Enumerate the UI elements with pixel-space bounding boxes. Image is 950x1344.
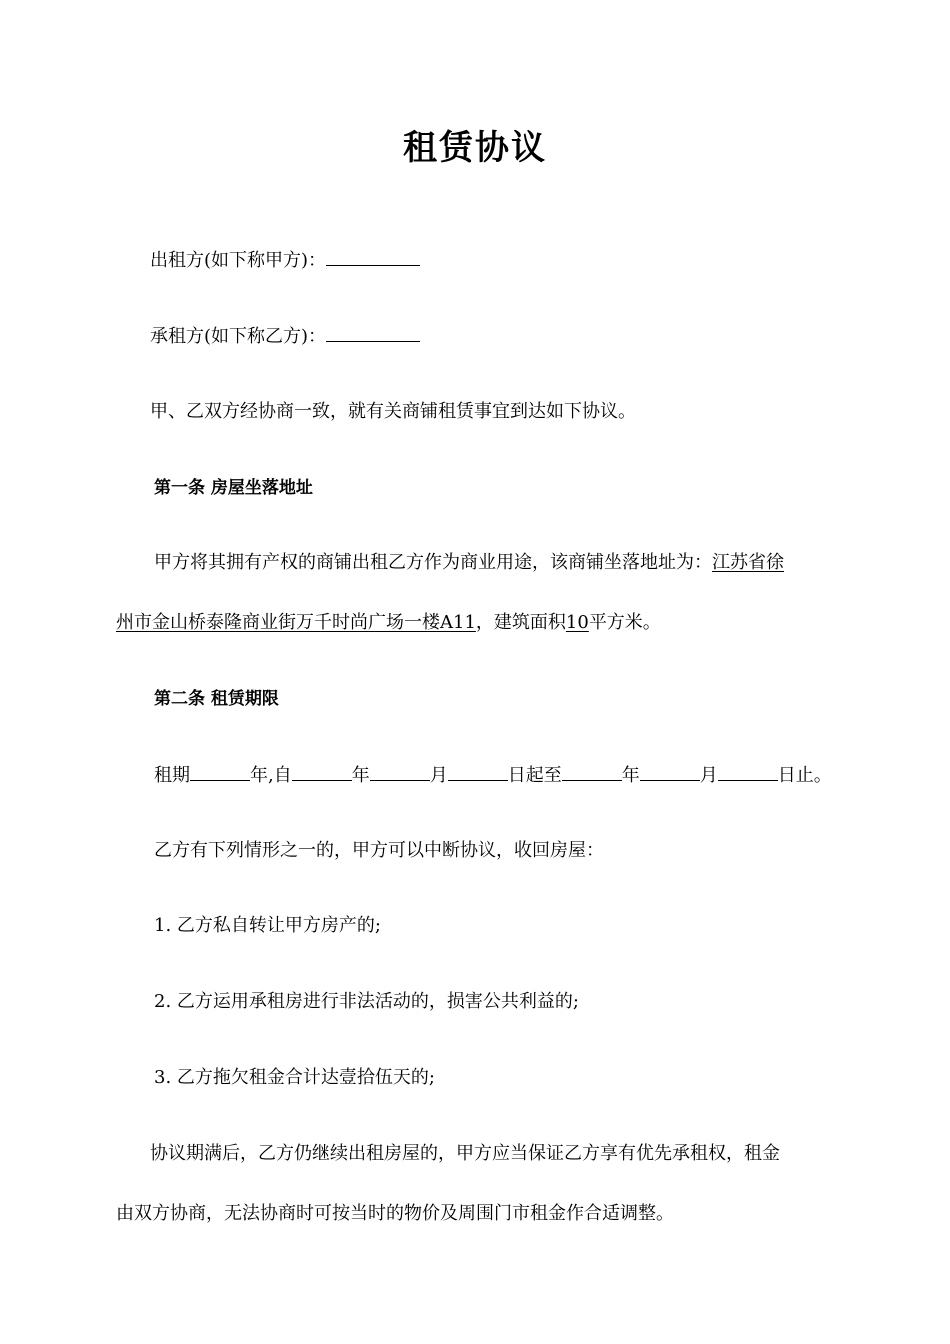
article1-line2: [116, 610, 834, 636]
term-text-4: 日起至: [507, 765, 562, 786]
term-text-6: 月: [699, 765, 718, 786]
term-line: [116, 762, 834, 789]
area-suffix: 平方米。: [588, 612, 661, 633]
article2-heading: 第二条 租赁期限: [154, 689, 279, 709]
term-text-1: 年,自: [250, 765, 292, 786]
term-text-7: 日止。: [777, 765, 832, 786]
article1-heading: 第一条 房屋坐落地址: [154, 478, 313, 498]
renewal-line2: 由双方协商，无法协商时可按当时的物价及周围门市租金作合适调整。: [116, 1203, 674, 1224]
lessee-line: [116, 323, 834, 350]
list-item: 3. 乙方拖欠租金合计达壹拾伍天的;: [154, 1067, 435, 1088]
term-blank: [370, 762, 430, 781]
area-prefix: ，建筑面积: [475, 612, 566, 633]
lessor-line: [116, 247, 834, 274]
article1-text: 甲方将其拥有产权的商铺出租乙方作为商业用途，该商铺坐落地址为：: [154, 552, 712, 573]
list-item: 1. 乙方私自转让甲方房产的;: [154, 915, 381, 936]
term-blank: [448, 762, 508, 781]
term-text-0: 租期: [154, 765, 190, 786]
address-part1: 江苏省徐: [712, 552, 784, 573]
termination-intro: 乙方有下列情形之一的，甲方可以中断协议，收回房屋：: [154, 840, 604, 861]
list-item: 2. 乙方运用承租房进行非法活动的，损害公共利益的;: [154, 991, 579, 1012]
renewal-line1: 协议期满后，乙方仍继续出租房屋的，甲方应当保证乙方享有优先承租权，租金: [150, 1143, 780, 1164]
article1-line1: [116, 550, 834, 576]
intro-paragraph: 甲、乙双方经协商一致，就有关商铺租赁事宜到达如下协议。: [150, 401, 636, 422]
document-title: 租赁协议: [403, 128, 547, 168]
lessor-blank: [326, 247, 420, 266]
term-blank: [718, 762, 778, 781]
address-part2: 州市金山桥泰隆商业街万千时尚广场一楼A11: [116, 612, 476, 633]
lessee-label: 承租方(如下称乙方)：: [150, 326, 327, 347]
term-text-5: 年: [621, 765, 640, 786]
term-blank: [292, 762, 352, 781]
term-blank: [190, 762, 250, 781]
term-blank: [562, 762, 622, 781]
area-value: 10: [565, 612, 589, 633]
lessor-label: 出租方(如下称甲方)：: [150, 250, 327, 271]
term-text-3: 月: [429, 765, 448, 786]
lessee-blank: [326, 323, 420, 342]
term-blank: [640, 762, 700, 781]
term-text-2: 年: [351, 765, 370, 786]
